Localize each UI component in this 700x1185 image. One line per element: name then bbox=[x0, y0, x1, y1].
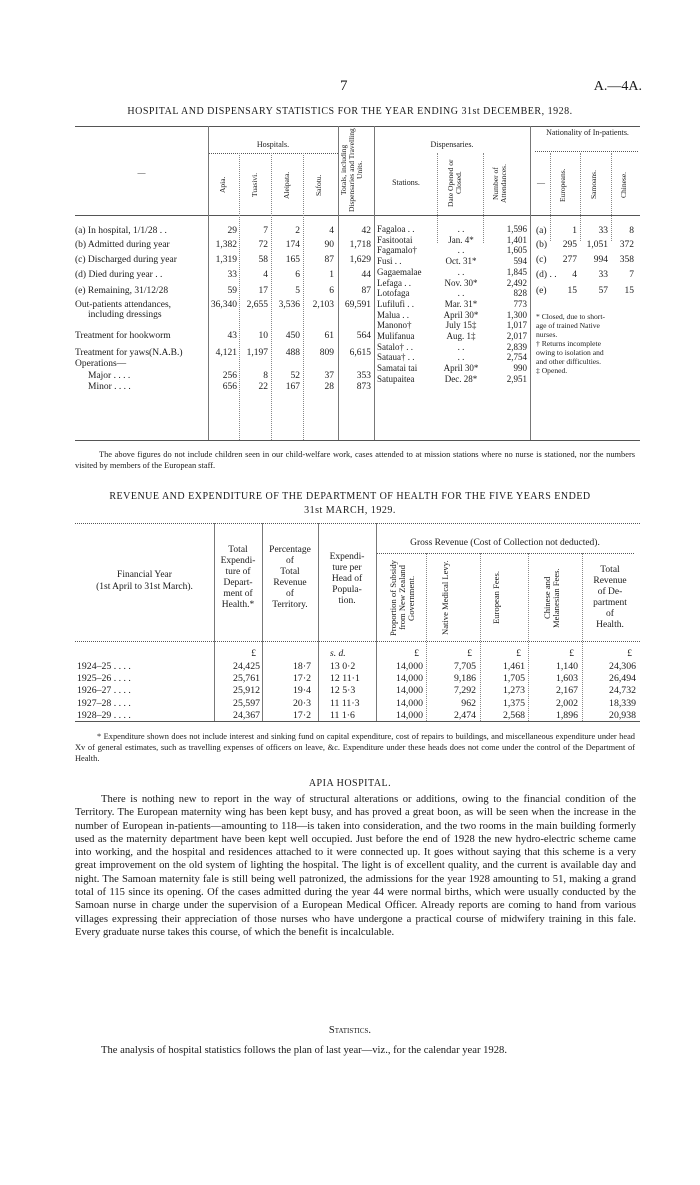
nat-label: (c) bbox=[536, 255, 547, 265]
percentage-header: Percentage bbox=[269, 545, 311, 555]
row-value: 1,382 bbox=[215, 240, 237, 250]
nat-europeans: 4 bbox=[572, 270, 577, 280]
total-expenditure-header: Total bbox=[228, 545, 248, 555]
station-name: Fagamalo† bbox=[377, 245, 417, 256]
station-attendances: 990 bbox=[513, 363, 527, 374]
revenue-value: 14,000 bbox=[396, 661, 423, 672]
hospitals-group-header: Hospitals. bbox=[256, 140, 290, 149]
row-value: 6 bbox=[295, 270, 300, 280]
nat-samoans: 1,051 bbox=[586, 240, 608, 250]
station-name: Mulifanua bbox=[377, 331, 415, 341]
station-name: Lotofaga bbox=[377, 288, 410, 299]
row-value: 174 bbox=[285, 240, 300, 250]
row-value: 7 bbox=[263, 226, 268, 236]
total-revenue-header: partment bbox=[593, 598, 627, 608]
revenue-value: 18,339 bbox=[609, 697, 636, 709]
expenditure-per-head-header: Head of bbox=[331, 574, 363, 584]
revenue-value: 1,273 bbox=[502, 685, 525, 697]
expenditure-per-head-header: ture per bbox=[332, 563, 362, 573]
revenue-value: 1,896 bbox=[555, 709, 578, 721]
col-head-apia: Apia. bbox=[218, 176, 227, 194]
station-date: . . bbox=[457, 288, 465, 299]
col-head-date: Date Opened or Closed. bbox=[446, 159, 463, 207]
station-attendances: 1,605 bbox=[506, 245, 527, 256]
row-value: 3,536 bbox=[278, 300, 300, 310]
row-value: 43 bbox=[227, 331, 237, 341]
revenue-value: 19·4 bbox=[293, 685, 311, 697]
row-value: 353 bbox=[356, 371, 371, 381]
row-value: 1,629 bbox=[349, 255, 371, 265]
row-value: 488 bbox=[285, 348, 300, 358]
percentage-header: Total bbox=[280, 567, 300, 577]
station-date: April 30* bbox=[443, 309, 479, 320]
station-date: . . bbox=[457, 341, 465, 352]
revenue-value: 25,597 bbox=[233, 697, 260, 709]
nat-label: (a) bbox=[536, 226, 547, 236]
financial-year: 1925–26 . . . . bbox=[77, 673, 131, 685]
total-expenditure-header: ture of bbox=[225, 567, 251, 577]
revenue-value: 1,705 bbox=[502, 673, 525, 685]
row-value: 44 bbox=[361, 270, 371, 280]
row-value: 6 bbox=[329, 286, 334, 296]
revenue-value: 13 0·2 bbox=[330, 661, 356, 672]
station-date: . . bbox=[457, 266, 465, 277]
station-footnote: age of trained Native bbox=[536, 321, 600, 330]
unit-label: £ bbox=[251, 649, 256, 659]
row-value: 167 bbox=[285, 382, 300, 392]
total-revenue-header: of De- bbox=[597, 587, 623, 597]
unit-label: £ bbox=[516, 649, 521, 659]
row-value: 656 bbox=[222, 382, 237, 392]
unit-label: £ bbox=[467, 649, 472, 659]
station-name: Satalo† . . bbox=[377, 341, 413, 352]
revenue-value: 1,140 bbox=[555, 661, 578, 672]
stub-blank-header: — bbox=[137, 168, 146, 177]
nat-chinese: 372 bbox=[619, 240, 634, 250]
col-head-totals: Totals, including Dispensaries and Travelling Units. bbox=[339, 128, 364, 212]
revenue-value: 1,461 bbox=[502, 661, 525, 672]
nat-europeans: 15 bbox=[567, 286, 577, 296]
revenue-value: 14,000 bbox=[396, 697, 423, 709]
row-value: 6,615 bbox=[349, 348, 371, 358]
revenue-value: 17·2 bbox=[293, 709, 311, 721]
station-attendances: 1,300 bbox=[506, 309, 527, 320]
revenue-value: 9,186 bbox=[453, 673, 476, 685]
row-value: 58 bbox=[258, 255, 268, 265]
station-date: . . bbox=[457, 224, 465, 234]
nat-europeans: 295 bbox=[562, 240, 577, 250]
unit-label: s. d. bbox=[330, 649, 346, 659]
percentage-header: of bbox=[286, 556, 294, 566]
nat-samoans: 57 bbox=[598, 286, 608, 296]
station-date: Jan. 4* bbox=[448, 234, 474, 245]
revenue-value: 24,732 bbox=[609, 685, 636, 697]
nat-samoans: 33 bbox=[598, 270, 608, 280]
unit-label: £ bbox=[569, 649, 574, 659]
station-attendances: 2,017 bbox=[506, 331, 527, 341]
station-footnote: † Returns incomplete bbox=[536, 339, 601, 348]
station-name: Gagaemalae bbox=[377, 266, 422, 277]
revenue-value: 14,000 bbox=[396, 673, 423, 685]
nat-chinese: 8 bbox=[629, 226, 634, 236]
station-attendances: 773 bbox=[513, 298, 527, 309]
station-attendances: 594 bbox=[513, 256, 527, 267]
station-attendances: 828 bbox=[513, 288, 527, 299]
nat-europeans: 277 bbox=[562, 255, 577, 265]
table2-title-line2: 31st MARCH, 1929. bbox=[304, 505, 396, 516]
native-levy-header: Native Medical Levy. bbox=[440, 560, 450, 636]
nat-chinese: 7 bbox=[629, 270, 634, 280]
apia-heading: APIA HOSPITAL. bbox=[308, 778, 392, 789]
station-date: Dec. 28* bbox=[444, 373, 478, 384]
revenue-value: 12 11·1 bbox=[330, 673, 360, 685]
col-head-aleipata: Aleipata. bbox=[282, 171, 291, 199]
col-head-tuasivi: Tuasivi. bbox=[250, 172, 259, 198]
station-attendances: 2,754 bbox=[506, 352, 527, 363]
subsidy-header: Proportion of Subsidy from New Zealand Government. bbox=[388, 560, 416, 636]
nat-samoans: 994 bbox=[593, 255, 608, 265]
total-expenditure-header: Health.* bbox=[221, 600, 255, 610]
row-value: 1,319 bbox=[215, 255, 237, 265]
station-name: Satupaitea bbox=[377, 373, 415, 384]
row-value: 36,340 bbox=[210, 300, 237, 310]
page-number: 7 bbox=[340, 78, 348, 94]
row-value: 165 bbox=[285, 255, 300, 265]
revenue-value: 1,375 bbox=[502, 697, 525, 709]
revenue-value: 2,568 bbox=[502, 709, 525, 721]
nat-europeans: 1 bbox=[572, 226, 577, 236]
document-reference: A.—4A. bbox=[593, 79, 642, 94]
revenue-value: 2,167 bbox=[555, 685, 578, 697]
row-value: 69,591 bbox=[344, 300, 371, 310]
row-label: Operations— bbox=[75, 359, 127, 369]
expenditure-per-head-header: tion. bbox=[338, 596, 356, 606]
row-label: (e) Remaining, 31/12/28 bbox=[75, 286, 169, 296]
station-name: Fusi . . bbox=[377, 256, 402, 267]
revenue-value: 12 5·3 bbox=[330, 685, 356, 697]
table1-note: The above figures do not include children seen in our child-welfare work, cases attended to at mission stations where no nurse is stationed, nor the numbers visited by members of the European staff. bbox=[75, 450, 635, 470]
row-value: 873 bbox=[356, 382, 371, 392]
dispensaries-group-header: Dispensaries. bbox=[430, 140, 474, 149]
revenue-value: 7,705 bbox=[453, 661, 476, 672]
row-value: 28 bbox=[324, 382, 334, 392]
percentage-header: Territory. bbox=[272, 600, 308, 610]
row-value: 10 bbox=[258, 331, 268, 341]
revenue-value: 962 bbox=[461, 697, 476, 709]
row-label: Major . . . . bbox=[88, 371, 131, 381]
revenue-value: 14,000 bbox=[396, 685, 423, 697]
percentage-header: of bbox=[286, 589, 294, 599]
revenue-value: 7,292 bbox=[453, 685, 476, 697]
financial-year: 1927–28 . . . . bbox=[77, 697, 131, 709]
nat-label: (b) bbox=[536, 240, 548, 250]
row-value: 17 bbox=[258, 286, 268, 296]
row-value: 2,103 bbox=[312, 300, 334, 310]
row-value: 2,655 bbox=[246, 300, 268, 310]
station-name: Malua . . bbox=[377, 309, 409, 320]
row-label: (b) Admitted during year bbox=[75, 240, 170, 250]
financial-year: 1928–29 . . . . bbox=[77, 709, 131, 721]
station-attendances: 1,596 bbox=[506, 224, 527, 234]
col-head-attendances: Number of Attendances. bbox=[491, 164, 508, 204]
station-name: Samatai tai bbox=[377, 363, 418, 374]
row-value: 90 bbox=[324, 240, 334, 250]
row-label: Treatment for hookworm bbox=[75, 331, 171, 341]
percentage-header: Revenue bbox=[273, 578, 307, 588]
row-value: 52 bbox=[290, 371, 300, 381]
col-head-samoans: Samoans. bbox=[589, 170, 598, 200]
nat-label: (d) . . bbox=[536, 270, 557, 280]
apia-paragraph: There is nothing new to report in the way of structural alterations or additions, owing to the financial condition of the Territory. The European maternity wing has been kept busy, and has proved a great boon, as will be seen when the increase in the number of European in-patients—amounting to 118—is taken into consideration, and the two rooms in the main building formerly used as the maternity department have been kept well occupied. Just before the end of 1928 the new hydro-electric scheme came into working, and the hospital and residences attached to it were connected up. It goes without saying that this scheme is a very great improvement on the old system of lighting the hospital. The light is of excellent quality, and the current is available day and night. The Samoan maternity fale is still being well patronized, the admissions for the year 1928 amounting to 51, making a grand total of 115 since its opening. Of the cases admitted during the year 44 were normal births, which were usually conducted by the Samoan nurse in charge under the supervision of a European Medical Officer. Already reports are coming to hand from various villages expressing their appreciation of those nurses who have undergone a practical course of midwifery training in this fale. Every graduate nurse takes this course, of which the benefit is incalculable. bbox=[75, 794, 636, 938]
total-revenue-header: Revenue bbox=[593, 576, 627, 586]
row-value: 4 bbox=[329, 226, 334, 236]
station-name: Fasitootai bbox=[377, 234, 413, 245]
row-value: 8 bbox=[263, 371, 268, 381]
station-attendances: 2,839 bbox=[506, 341, 527, 352]
european-fees-header: European Fees. bbox=[491, 571, 501, 625]
row-value: 87 bbox=[361, 286, 371, 296]
gross-revenue-header: Gross Revenue (Cost of Collection not deducted). bbox=[410, 538, 600, 548]
unit-label: £ bbox=[627, 649, 632, 659]
station-footnote: * Closed, due to short- bbox=[536, 312, 605, 321]
revenue-value: 20,938 bbox=[609, 709, 636, 721]
row-label: (a) In hospital, 1/1/28 . . bbox=[75, 226, 167, 236]
financial-year-header: (1st April to 31st March). bbox=[96, 582, 193, 592]
row-value: 4,121 bbox=[215, 348, 237, 358]
total-expenditure-header: ment of bbox=[223, 589, 253, 599]
table2-footnote: * Expenditure shown does not include interest and sinking fund on capital expenditure, cost of repairs to buildings, and miscellaneous expenditure under head Xv of general estimates, such as travelling expenses of officers on leave, &c. Expenditure under these heads does not come under the control of the Department of Health. bbox=[75, 732, 635, 763]
station-date: July 15‡ bbox=[445, 320, 477, 331]
station-footnote: nurses. bbox=[536, 330, 558, 339]
revenue-value: 2,474 bbox=[453, 709, 476, 721]
row-value: 1,197 bbox=[246, 348, 268, 358]
row-value: 1,718 bbox=[349, 240, 371, 250]
revenue-value: 26,494 bbox=[609, 673, 636, 685]
revenue-value: 14,000 bbox=[396, 709, 423, 721]
total-revenue-header: Health. bbox=[596, 620, 624, 630]
station-date: April 30* bbox=[443, 363, 479, 374]
row-value: 809 bbox=[319, 348, 334, 358]
nat-label: (e) bbox=[536, 286, 547, 296]
station-date: Nov. 30* bbox=[444, 277, 478, 288]
nat-blank-header: — bbox=[537, 178, 545, 187]
revenue-value: 18·7 bbox=[293, 661, 311, 672]
revenue-value: 25,912 bbox=[233, 685, 260, 697]
table1-title: HOSPITAL AND DISPENSARY STATISTICS FOR THE YEAR ENDING 31st DECEMBER, 1928. bbox=[127, 106, 573, 117]
station-name: Manono† bbox=[377, 320, 412, 331]
nationality-group-header: Nationality of In-patients. bbox=[546, 128, 629, 137]
revenue-value: 24,306 bbox=[609, 661, 636, 672]
chinese-fees-header: Chinese and Melanesian Fees. bbox=[542, 568, 561, 628]
row-value: 2 bbox=[295, 226, 300, 236]
row-value: 42 bbox=[361, 226, 371, 236]
row-value: 564 bbox=[356, 331, 371, 341]
expenditure-per-head-header: Popula- bbox=[332, 585, 362, 595]
unit-label: £ bbox=[414, 649, 419, 659]
row-value: 87 bbox=[324, 255, 334, 265]
row-label-cont: including dressings bbox=[88, 310, 162, 320]
station-footnote: owing to isolation and bbox=[536, 348, 604, 357]
station-name: Fagaloa . . bbox=[377, 224, 415, 234]
financial-year: 1926–27 . . . . bbox=[77, 685, 131, 697]
revenue-value: 20·3 bbox=[293, 697, 311, 709]
nat-samoans: 33 bbox=[598, 226, 608, 236]
row-value: 1 bbox=[329, 270, 334, 280]
revenue-value: 11 1·6 bbox=[330, 709, 355, 721]
station-name: Sataua† . . bbox=[377, 352, 415, 363]
station-date: Aug. 1‡ bbox=[446, 331, 476, 341]
row-value: 450 bbox=[285, 331, 300, 341]
row-value: 33 bbox=[227, 270, 237, 280]
col-head-europeans: Europeans. bbox=[558, 168, 567, 202]
row-label: Out-patients attendances, bbox=[75, 300, 172, 310]
revenue-value: 24,367 bbox=[233, 709, 260, 721]
total-expenditure-header: Expendi- bbox=[220, 556, 256, 566]
row-value: 59 bbox=[227, 286, 237, 296]
revenue-value: 24,425 bbox=[233, 661, 260, 672]
station-attendances: 1,401 bbox=[506, 234, 527, 245]
expenditure-per-head-header: Expendi- bbox=[329, 552, 365, 562]
station-name: Lufilufi . . bbox=[377, 298, 414, 309]
nat-chinese: 358 bbox=[619, 255, 634, 265]
row-value: 72 bbox=[258, 240, 268, 250]
row-label: (d) Died during year . . bbox=[75, 270, 163, 280]
revenue-value: 1,603 bbox=[555, 673, 578, 685]
row-value: 29 bbox=[227, 226, 237, 236]
financial-year-header: Financial Year bbox=[117, 570, 172, 580]
revenue-value: 11 11·3 bbox=[330, 697, 360, 709]
station-date: . . bbox=[457, 245, 465, 256]
financial-year: 1924–25 . . . . bbox=[77, 661, 131, 672]
station-footnote: ‡ Opened. bbox=[536, 366, 568, 375]
row-value: 4 bbox=[263, 270, 268, 280]
total-expenditure-header: Depart- bbox=[223, 578, 253, 588]
row-label: (c) Discharged during year bbox=[75, 255, 177, 265]
col-head-chinese: Chinese. bbox=[619, 171, 628, 199]
revenue-value: 25,761 bbox=[233, 673, 260, 685]
station-attendances: 2,492 bbox=[506, 277, 527, 288]
col-head-safotu: Safotu. bbox=[314, 174, 323, 196]
row-label: Minor . . . . bbox=[88, 382, 131, 392]
row-value: 256 bbox=[222, 371, 237, 381]
station-attendances: 1,845 bbox=[506, 266, 527, 277]
row-value: 5 bbox=[295, 286, 300, 296]
statistics-heading: Statistics. bbox=[328, 1025, 372, 1036]
row-label: Treatment for yaws(N.A.B.) bbox=[75, 348, 183, 358]
station-footnote: and other difficulties. bbox=[536, 357, 602, 366]
revenue-value: 2,002 bbox=[555, 697, 578, 709]
nat-chinese: 15 bbox=[624, 286, 634, 296]
total-revenue-header: of bbox=[606, 609, 614, 619]
table2-title-line1: REVENUE AND EXPENDITURE OF THE DEPARTMENT OF HEALTH FOR THE FIVE YEARS ENDED bbox=[109, 491, 591, 502]
col-head-stations: Stations. bbox=[392, 178, 420, 187]
row-value: 61 bbox=[324, 331, 334, 341]
station-date: Mar. 31* bbox=[444, 298, 478, 309]
row-value: 22 bbox=[258, 382, 268, 392]
station-attendances: 2,951 bbox=[506, 373, 527, 384]
station-attendances: 1,017 bbox=[506, 320, 527, 331]
total-revenue-header: Total bbox=[600, 565, 620, 575]
statistics-paragraph: The analysis of hospital statistics follows the plan of last year—viz., for the calendar year 1928. bbox=[101, 1045, 507, 1056]
station-name: Lefaga . . bbox=[377, 277, 411, 288]
row-value: 37 bbox=[324, 371, 334, 381]
station-date: . . bbox=[457, 352, 465, 363]
revenue-value: 17·2 bbox=[293, 673, 311, 685]
station-date: Oct. 31* bbox=[445, 256, 477, 267]
